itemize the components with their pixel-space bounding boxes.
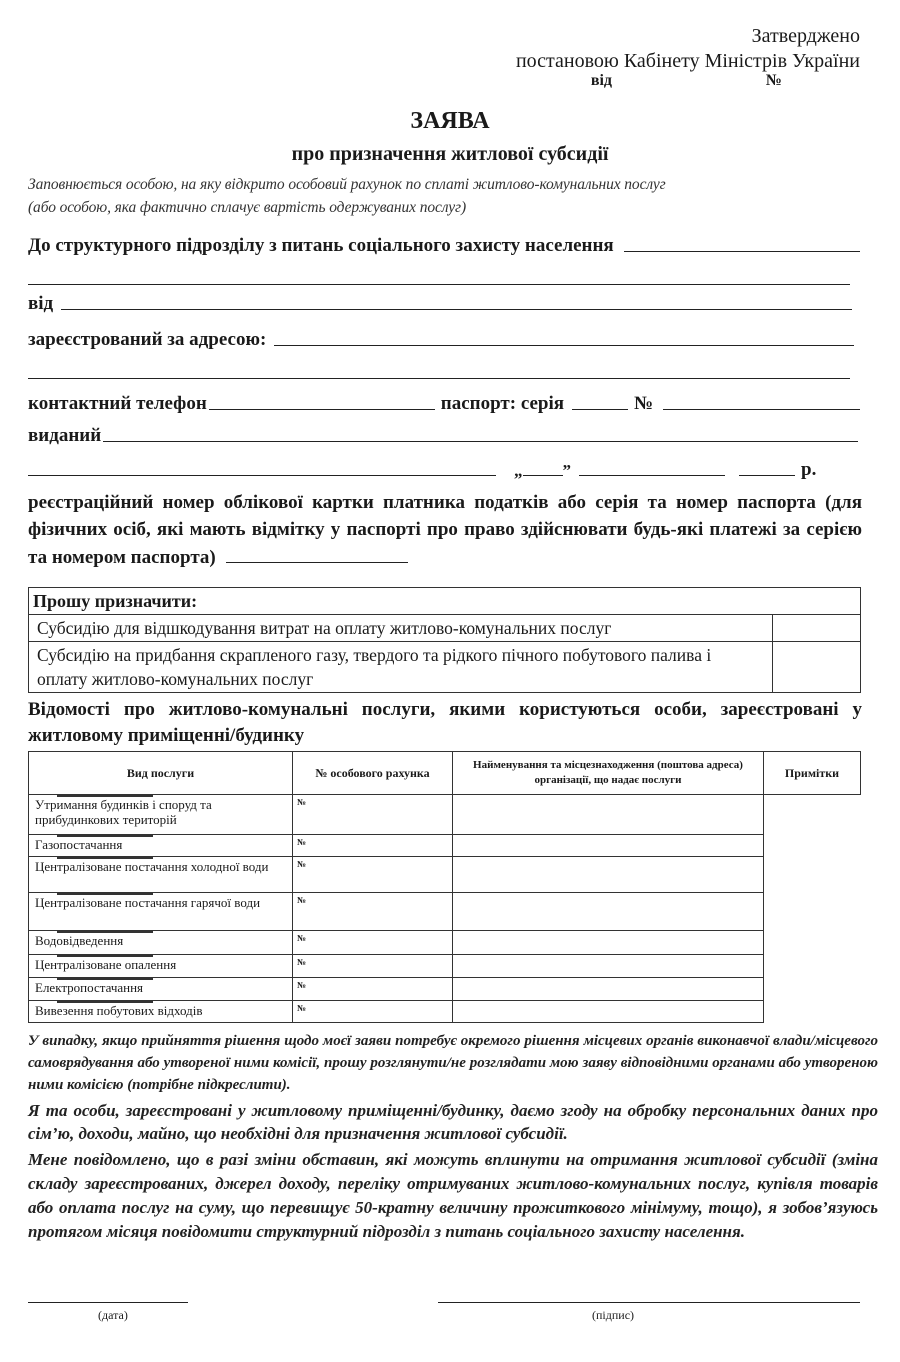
date-caption: (дата) (98, 1308, 128, 1322)
table-row (29, 1001, 861, 1023)
service-name: Вивезення побутових відходів (29, 1001, 293, 1023)
table-row (29, 955, 861, 978)
issued-month-field[interactable] (579, 475, 725, 476)
date-signature-field[interactable] (28, 1302, 188, 1303)
address-field-line-2[interactable] (28, 378, 850, 379)
organization-cell[interactable] (453, 1001, 764, 1023)
approval-line-3 (516, 74, 860, 92)
phone-passport-row (28, 393, 860, 415)
notes-cell[interactable] (57, 978, 153, 980)
request-option-2: Субсидію на придбання скрапленого газу, твердого та рідкого пічного побутового палива і оплату житлово-комунальних послуг (29, 642, 773, 693)
notes-cell[interactable] (57, 931, 153, 933)
issued-row (28, 425, 860, 447)
from-label: від (28, 293, 54, 314)
account-cell[interactable]: № (293, 978, 453, 1001)
service-name: Утримання будинків і споруд та прибудинкових територій (29, 795, 293, 835)
tax-number-text (28, 489, 862, 571)
request-option-1-checkbox[interactable] (773, 615, 861, 642)
service-name: Електропостачання (29, 978, 293, 1001)
issued-year-field[interactable] (739, 475, 795, 476)
issued-field[interactable] (103, 441, 858, 442)
account-cell[interactable]: № (293, 1001, 453, 1023)
issued-date-row (28, 459, 860, 481)
document-title: ЗАЯВА (410, 108, 490, 134)
statement-consent: Я та особи, зареєстровані у житловому приміщенні/будинку, даємо згоду на обробку персональних даних про сім’ю, доходи, майно, що необхідні для призначення житлової субсидії. (28, 1101, 878, 1143)
table-row (29, 835, 861, 857)
account-cell[interactable]: № (293, 795, 453, 835)
organization-cell[interactable] (453, 835, 764, 857)
account-cell[interactable]: № (293, 857, 453, 893)
year-label: р. (801, 459, 817, 480)
services-header-organization: Найменування та місцезнаходження (поштова адреса) організації, що надає послуги (453, 752, 764, 795)
service-name: Централізоване постачання холодної води (29, 857, 293, 893)
request-option-1: Субсидію для відшкодування витрат на оплату житлово-комунальних послуг (29, 615, 773, 642)
approval-from-label: від (590, 72, 612, 89)
request-table (28, 587, 861, 693)
service-name: Централізоване опалення (29, 955, 293, 978)
notes-cell[interactable] (57, 893, 153, 895)
request-option-2-checkbox[interactable] (773, 642, 861, 693)
phone-label: контактний телефон (28, 393, 207, 414)
notes-cell[interactable] (57, 857, 153, 859)
date-quote-close: ” (562, 461, 571, 480)
table-row (29, 795, 861, 835)
approval-block (516, 24, 860, 92)
organization-cell[interactable] (453, 931, 764, 955)
table-row (29, 931, 861, 955)
issued-label: виданий (28, 425, 102, 446)
approval-line-1: Затверджено (751, 25, 860, 47)
sign-caption: (підпис) (592, 1308, 635, 1322)
from-field[interactable] (61, 309, 852, 310)
organization-cell[interactable] (453, 978, 764, 1001)
to-department-field[interactable] (624, 251, 860, 252)
document-subtitle: про призначення житлової субсидії (291, 143, 609, 165)
table-row (29, 857, 861, 893)
statement-committee: У випадку, якщо прийняття рішення щодо моєї заяви потребує окремого рішення місцевих органів виконавчої влади/місцевого самоврядування або утвореної ними комісії, прошу розглянути/не розглядати мою заяву відповідними органами або утвореною ними комісією (потрібне підкреслити). (28, 1033, 878, 1093)
passport-number-field[interactable] (663, 409, 860, 410)
sign-signature-field[interactable] (438, 1302, 860, 1303)
table-row (29, 978, 861, 1001)
services-header-type: Вид послуги (29, 752, 293, 795)
passport-series-field[interactable] (572, 409, 628, 410)
service-name: Газопостачання (29, 835, 293, 857)
address-row (28, 329, 860, 351)
organization-cell[interactable] (453, 857, 764, 893)
request-header: Прошу призначити: (29, 588, 861, 615)
issued-by-field-line-2[interactable] (28, 475, 496, 476)
tax-number-label: реєстраційний номер облікової картки платника податків або серія та номер паспорта (для фізичних осіб, які мають відмітку у паспорті про право здійснювати будь-які платежі за серією та номером паспорта) (28, 492, 862, 568)
account-cell[interactable]: № (293, 835, 453, 857)
service-name: Водовідведення (29, 931, 293, 955)
to-department-row (28, 235, 860, 257)
fill-note-line-1: Заповнюється особою, на яку відкрито особовий рахунок по сплаті житлово-комунальних послуг (28, 176, 666, 193)
address-label: зареєстрований за адресою: (28, 329, 267, 350)
notes-cell[interactable] (57, 1001, 153, 1003)
organization-cell[interactable] (453, 795, 764, 835)
fill-note-line-2: (або особою, яка фактично сплачує вартість одержуваних послуг) (28, 199, 467, 216)
table-row (29, 893, 861, 931)
from-row (28, 293, 860, 315)
approval-number-label: № (765, 72, 782, 89)
address-field[interactable] (274, 345, 854, 346)
to-department-label: До структурного підрозділу з питань соціального захисту населення (28, 235, 614, 256)
notes-cell[interactable] (57, 955, 153, 957)
statement-notification: Мене повідомлено, що в разі зміни обставин, які можуть вплинути на отримання житлової субсидії (зміна складу зареєстрованих, джерел доходу, переліку отримуваних житлово-комунальних послуг, купівля товарів або оплата послуг на суму, що перевищує 50-кратну величину прожиткового мінімуму, тощо), я зобов’язуюсь протягом місяця повідомити структурний підрозділ з питань соціального захисту населення. (28, 1150, 878, 1241)
issued-day-field[interactable] (523, 475, 563, 476)
phone-field[interactable] (209, 409, 435, 410)
services-header-notes: Примітки (764, 752, 861, 795)
services-table (28, 751, 861, 1023)
tax-number-field[interactable] (226, 543, 408, 563)
notes-cell[interactable] (57, 795, 153, 797)
to-department-field-line-2[interactable] (28, 284, 850, 285)
date-quote-open: „ (514, 461, 523, 480)
organization-cell[interactable] (453, 955, 764, 978)
service-name: Централізоване постачання гарячої води (29, 893, 293, 931)
passport-series-label: паспорт: серія (440, 393, 565, 414)
notes-cell[interactable] (57, 835, 153, 837)
account-cell[interactable]: № (293, 893, 453, 931)
organization-cell[interactable] (453, 893, 764, 931)
account-cell[interactable]: № (293, 931, 453, 955)
services-header-account: № особового рахунка (293, 752, 453, 795)
approval-line-2: постановою Кабінету Міністрів України (515, 50, 860, 72)
services-heading: Відомості про житлово-комунальні послуги, якими користуються особи, зареєстровані у житловому приміщенні/будинку (28, 699, 862, 746)
passport-number-label: № (634, 393, 654, 414)
account-cell[interactable]: № (293, 955, 453, 978)
